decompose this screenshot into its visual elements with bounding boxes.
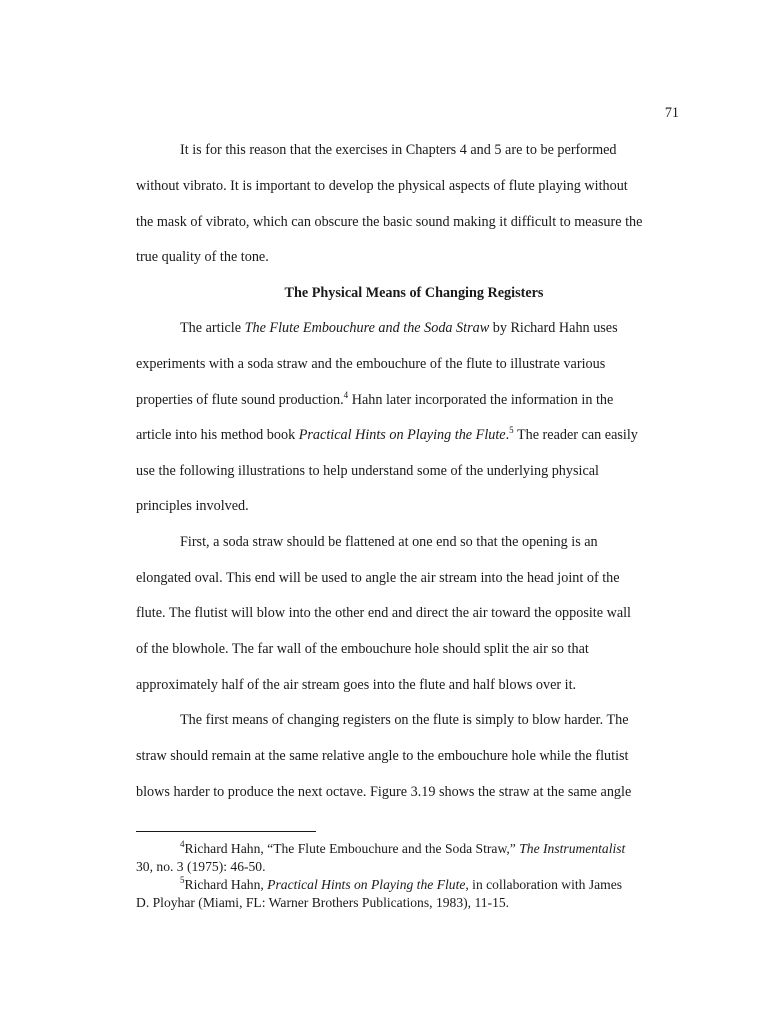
text-line: true quality of the tone. bbox=[136, 249, 269, 265]
text-run: . bbox=[505, 427, 510, 443]
text-run: Hahn later incorporated the information in the bbox=[348, 392, 614, 408]
text-run: properties of flute sound production. bbox=[136, 392, 344, 408]
text-line: experiments with a soda straw and the embouchure of the flute to illustrate various bbox=[136, 356, 606, 372]
text-run: in collaboration with James bbox=[468, 877, 623, 892]
text-run: by Richard Hahn uses bbox=[489, 320, 618, 336]
footnote-4-cont: 30, no. 3 (1975): 46-50. bbox=[136, 859, 266, 874]
text-line bbox=[136, 427, 638, 444]
section-heading: The Physical Means of Changing Registers bbox=[284, 285, 544, 301]
text-line: of the blowhole. The far wall of the embouchure hole should split the air so that bbox=[136, 641, 589, 657]
text-line: The first means of changing registers on the flute is simply to blow harder. The bbox=[180, 712, 629, 728]
text-line: the mask of vibrato, which can obscure the basic sound making it difficult to measure the bbox=[136, 214, 643, 230]
text-line: It is for this reason that the exercises in Chapters 4 and 5 are to be performed bbox=[180, 142, 617, 158]
text-line: approximately half of the air stream goes into the flute and half blows over it. bbox=[136, 677, 577, 693]
text-line: without vibrato. It is important to develop the physical aspects of flute playing without bbox=[136, 178, 628, 194]
text-line: elongated oval. This end will be used to angle the air stream into the head joint of the bbox=[136, 570, 620, 586]
text-line: First, a soda straw should be flattened at one end so that the opening is an bbox=[180, 534, 598, 550]
text-line: blows harder to produce the next octave. Figure 3.19 shows the straw at the same angle bbox=[136, 784, 632, 800]
footnote-ref: 4 bbox=[343, 390, 349, 400]
book-title: Practical Hints on Playing the Flute, bbox=[267, 877, 469, 892]
text-run: The reader can easily bbox=[513, 427, 638, 443]
text-line bbox=[180, 320, 618, 337]
text-run: Richard Hahn, bbox=[184, 877, 268, 892]
text-run: Richard Hahn, “The Flute Embouchure and the Soda Straw,” bbox=[184, 841, 520, 856]
text-line bbox=[136, 392, 613, 409]
footnote-5 bbox=[180, 877, 622, 893]
footnote-4 bbox=[180, 841, 625, 857]
book-title: Practical Hints on Playing the Flute bbox=[298, 427, 506, 443]
page-number: 71 bbox=[664, 105, 679, 121]
journal-title: The Instrumentalist bbox=[519, 841, 626, 856]
text-run: The article bbox=[180, 320, 245, 336]
footnote-ref: 5 bbox=[509, 425, 514, 435]
footnote-mark: 5 bbox=[180, 875, 185, 885]
footnote-mark: 4 bbox=[180, 839, 185, 849]
text-run: article into his method book bbox=[136, 427, 299, 443]
footnote-5-cont: D. Ployhar (Miami, FL: Warner Brothers Publications, 1983), 11-15. bbox=[136, 895, 510, 910]
text-line: straw should remain at the same relative angle to the embouchure hole while the flutist bbox=[136, 748, 629, 764]
article-title: The Flute Embouchure and the Soda Straw bbox=[244, 320, 490, 336]
footnote-divider bbox=[136, 831, 316, 832]
text-line: principles involved. bbox=[136, 498, 249, 514]
text-line: flute. The flutist will blow into the other end and direct the air toward the opposite wall bbox=[136, 605, 631, 621]
text-line: use the following illustrations to help understand some of the underlying physical bbox=[136, 463, 599, 479]
